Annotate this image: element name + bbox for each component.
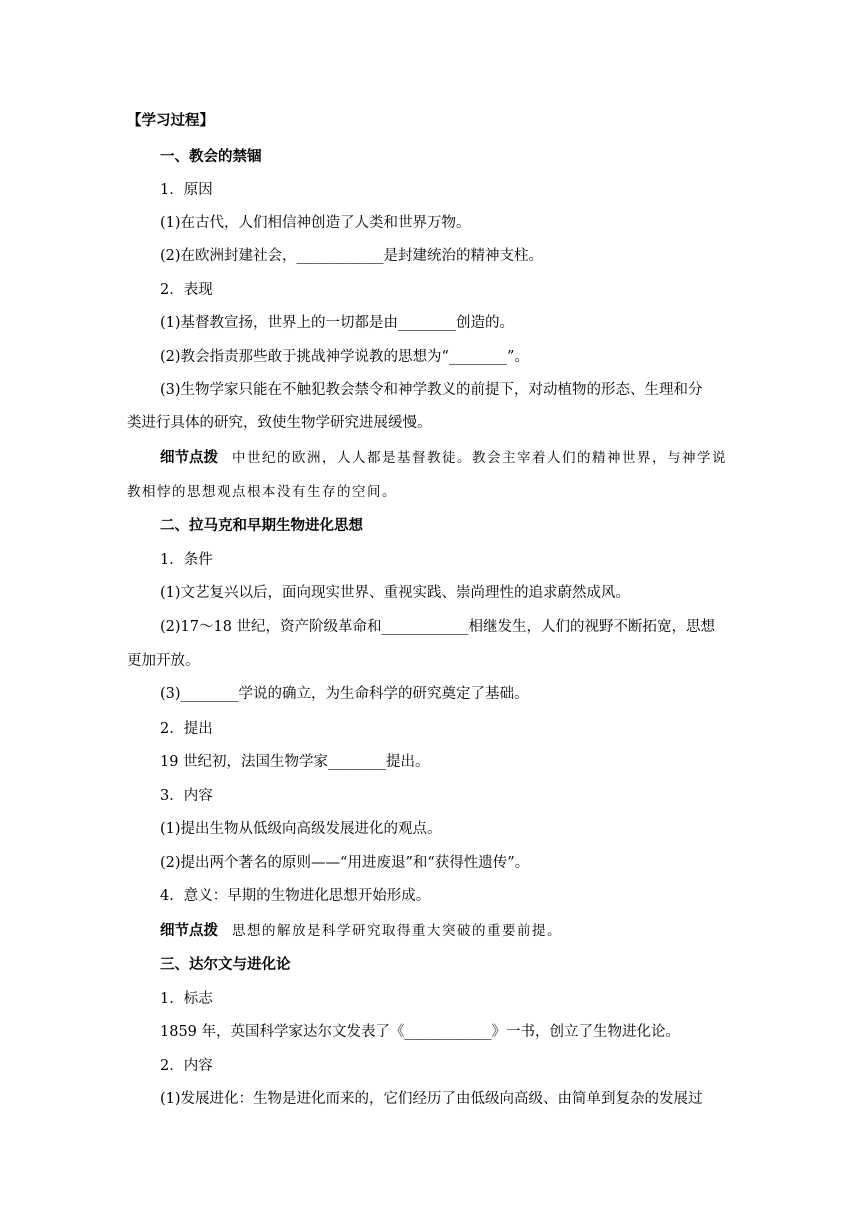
s2-paragraph-5: (1)提出生物从低级向高级发展进化的观点。 (160, 821, 442, 837)
s2-title: 二、拉马克和早期生物进化思想 (160, 518, 363, 534)
s1-tip-text-b: 教相悖的思想观点根本没有生存的空间。 (127, 484, 397, 500)
s1-tip (160, 448, 737, 468)
s2-paragraph-4: 19 世纪初，法国生物学家________提出。 (160, 754, 430, 770)
s2-heading-proposal: 2．提出 (160, 721, 213, 737)
s1-tip-text-a: 中世纪的欧洲，人人都是基督教徒。教会主宰着人们的精神世界，与神学说 (232, 450, 727, 466)
s3-title: 三、达尔文与进化论 (160, 957, 291, 973)
s1-paragraph-5b: 类进行具体的研究，致使生物学研究进展缓慢。 (127, 415, 432, 431)
s3-heading-content: 2．内容 (160, 1058, 213, 1074)
s1-paragraph-4: (2)教会指责那些敢于挑战神学说教的思想为“________”。 (160, 349, 529, 365)
s2-paragraph-6: (2)提出两个著名的原则——“用进废退”和“获得性遗传”。 (160, 855, 530, 871)
s2-paragraph-3: (3)________学说的确立，为生命科学的研究奠定了基础。 (160, 686, 529, 702)
s3-paragraph-1: 1859 年，英国科学家达尔文发表了《____________》一书，创立了生物进化论。 (160, 1024, 681, 1040)
s2-heading-significance: 4．意义：早期的生物进化思想开始形成。 (160, 888, 431, 904)
section-header: 【学习过程】 (127, 113, 214, 129)
s2-paragraph-2b: 更加开放。 (127, 653, 200, 669)
s3-paragraph-2: (1)发展进化：生物是进化而来的，它们经历了由低级向高级、由简单到复杂的发展过 (160, 1091, 703, 1107)
s1-paragraph-1: (1)在古代，人们相信神创造了人类和世界万物。 (160, 215, 471, 231)
s2-paragraph-2a: (2)17～18 世纪，资产阶级革命和____________相继发生，人们的视野不断拓宽，思想 (160, 619, 716, 635)
s2-heading-content: 3．内容 (160, 788, 213, 804)
s2-tip-label: 细节点拨 (160, 923, 218, 939)
s1-paragraph-2: (2)在欧洲封建社会，____________是封建统治的精神支柱。 (160, 248, 544, 264)
s1-paragraph-5a: (3)生物学家只能在不触犯教会禁令和神学教义的前提下，对动植物的形态、生理和分 (160, 382, 703, 398)
s1-tip-label: 细节点拨 (160, 450, 218, 466)
s2-tip (160, 921, 737, 941)
s1-heading-cause: 1．原因 (160, 182, 213, 198)
s1-heading-manifestation: 2．表现 (160, 282, 213, 298)
s2-tip-text: 思想的解放是科学研究取得重大突破的重要前提。 (232, 923, 562, 939)
s2-paragraph-1: (1)文艺复兴以后，面向现实世界、重视实践、崇尚理性的追求蔚然成风。 (160, 585, 631, 601)
s3-heading-marker: 1．标志 (160, 991, 213, 1007)
s1-tip-continued (127, 482, 737, 502)
s1-title: 一、教会的禁锢 (160, 149, 262, 165)
s2-heading-conditions: 1．条件 (160, 552, 213, 568)
s1-paragraph-3: (1)基督教宣扬，世界上的一切都是由________创造的。 (160, 315, 515, 331)
